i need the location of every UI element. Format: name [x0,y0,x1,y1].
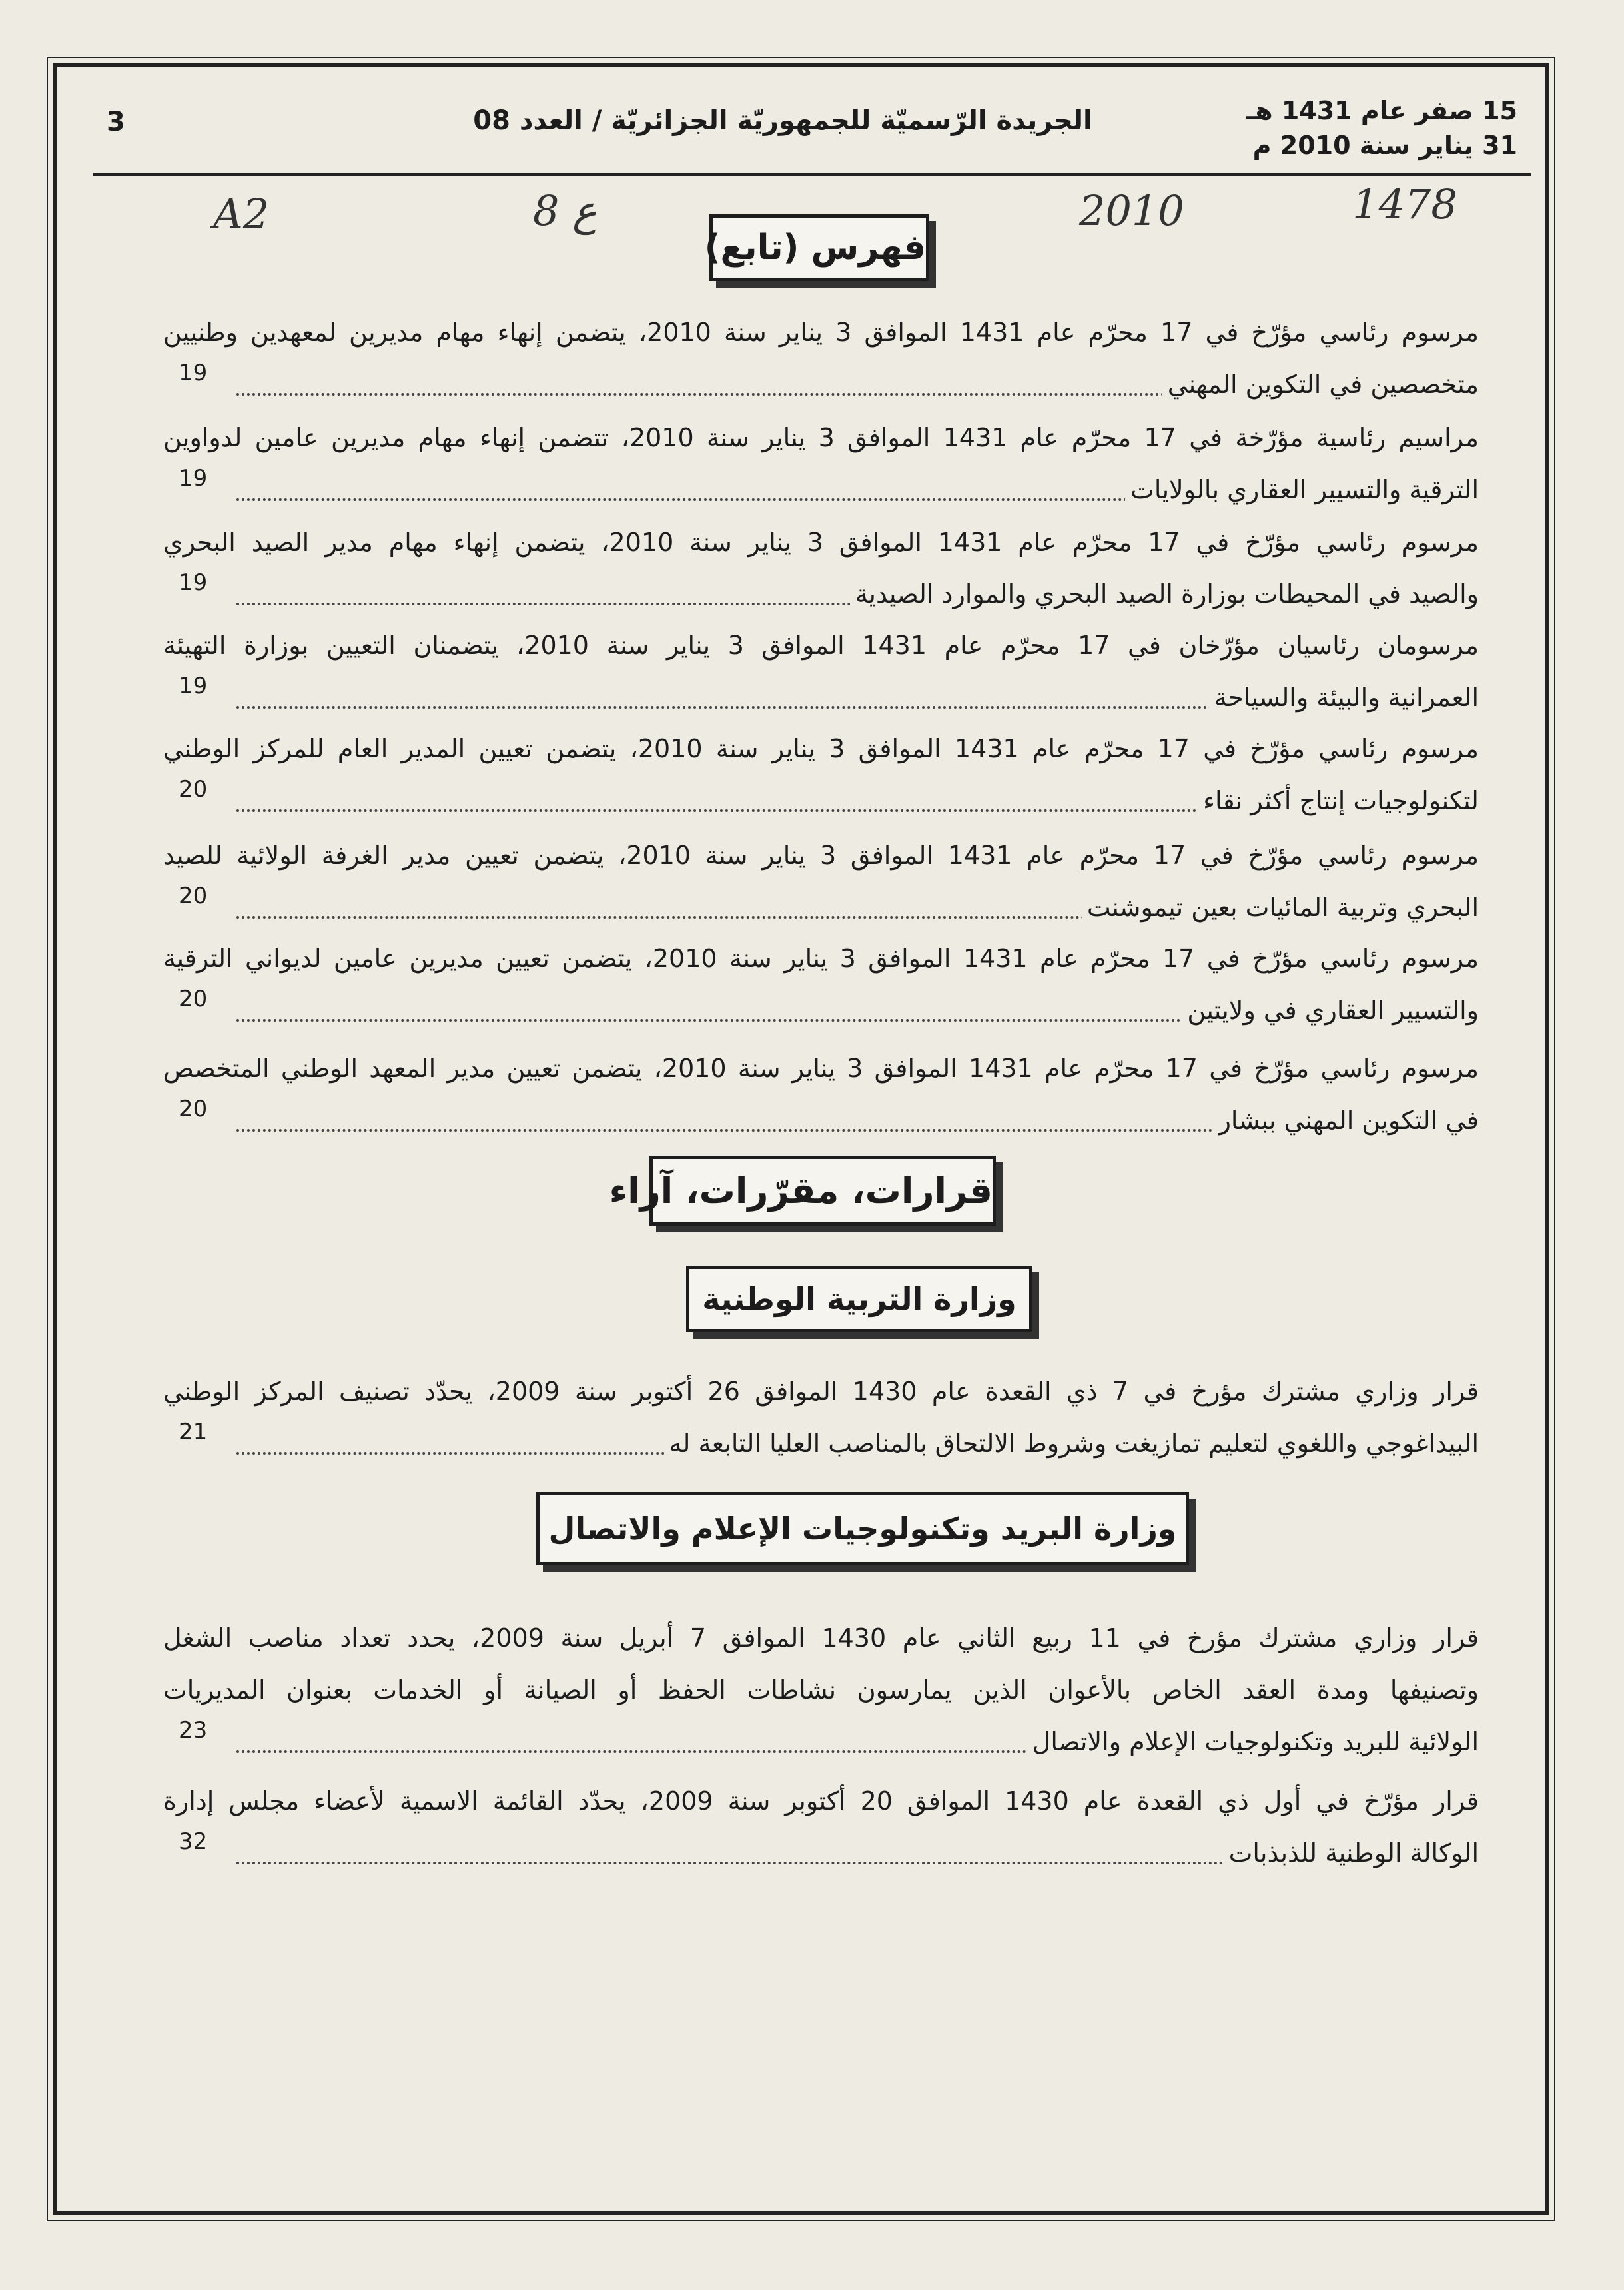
page-ref: 19 [179,570,208,596]
date-gregorian: 31 يناير سنة 2010 م [1252,131,1517,160]
index-entry: مرسوم رئاسي مؤرّخ في 17 محرّم عام 1431 الموافق 3 يناير سنة 2010، يتضمن إنهاء مهام مدير الصيد البحري والصيد في المحيطات بوزارة الصيد البحري والموارد الصيدية [163,528,1479,609]
handwritten-mark: 8 ع [533,187,598,235]
issue-date [1246,93,1517,163]
handwritten-mark: A2 [213,190,270,238]
page-ref: 20 [179,883,208,909]
ministry-post-title: وزارة البريد وتكنولوجيات الإعلام والاتصال [536,1492,1189,1565]
page-ref: 20 [179,986,208,1012]
gazette-title: الجريدة الرّسميّة للجمهوريّة الجزائريّة / العدد 08 [473,105,1092,136]
index-entry: مرسوم رئاسي مؤرّخ في 17 محرّم عام 1431 الموافق 3 يناير سنة 2010، يتضمن تعيين مديرين عامين لديواني الترقية والتسيير العقاري في ولايتين [163,944,1479,1025]
index-entry: قرار وزاري مشترك مؤرخ في 7 ذي القعدة عام 1430 الموافق 26 أكتوبر سنة 2009، يحدّد تصنيف المركز الوطني البيداغوجي واللغوي لتعليم تمازيغت وشروط الالتحاق بالمناصب العليا التابعة له [163,1377,1479,1458]
page-ref: 19 [179,465,208,492]
index-entry: مرسوم رئاسي مؤرّخ في 17 محرّم عام 1431 الموافق 3 يناير سنة 2010، يتضمن تعيين مدير الغرفة الولائية للصيد البحري وتربية المائيات بعين تيموشنت [163,841,1479,922]
index-entry: مرسوم رئاسي مؤرّخ في 17 محرّم عام 1431 الموافق 3 يناير سنة 2010، يتضمن تعيين مدير المعهد الوطني المتخصص في التكوين المهني ببشار [163,1054,1479,1135]
index-entry: مرسوم رئاسي مؤرّخ في 17 محرّم عام 1431 الموافق 3 يناير سنة 2010، يتضمن تعيين المدير العام للمركز الوطني لتكنولوجيات إنتاج أكثر نقاء [163,734,1479,815]
index-entry: مرسومان رئاسيان مؤرّخان في 17 محرّم عام 1431 الموافق 3 يناير سنة 2010، يتضمنان التعيين بوزارة التهيئة العمرانية والبيئة والسياحة [163,631,1479,712]
index-entry: مرسوم رئاسي مؤرّخ في 17 محرّم عام 1431 الموافق 3 يناير سنة 2010، يتضمن إنهاء مهام مديرين لمعهدين وطنيين متخصصين في التكوين المهني [163,318,1479,399]
page-ref: 19 [179,673,208,699]
page-header [93,93,1531,176]
index-entry: مراسيم رئاسية مؤرّخة في 17 محرّم عام 1431 الموافق 3 يناير سنة 2010، تتضمن إنهاء مهام مديرين عامين لدواوين الترقية والتسيير العقاري بالولايات [163,423,1479,504]
index-entry: قرار مؤرّخ في أول ذي القعدة عام 1430 الموافق 20 أكتوبر سنة 2009، يحدّد القائمة الاسمية لأعضاء مجلس إدارة الوكالة الوطنية للذبذبات [163,1786,1479,1868]
date-hijri: 15 صفر عام 1431 هـ [1246,96,1517,125]
index-entry: قرار وزاري مشترك مؤرخ في 11 ربيع الثاني عام 1430 الموافق 7 أبريل سنة 2009، يحدد تعداد مناصب الشغل وتصنيفها ومدة العقد الخاص بالأعوان الذين يمارسون نشاطات الحفظ أو الصيانة أو الخدمات بعنوان المديريات الولائية للبريد وتكنولوجيات الإعلام والاتصال [163,1623,1479,1756]
page-ref: 32 [179,1828,208,1855]
decisions-title: قرارات، مقرّرات، آراء [649,1156,996,1226]
ministry-education-title: وزارة التربية الوطنية [686,1266,1032,1332]
page-ref: 20 [179,776,208,803]
page-ref: 23 [179,1717,208,1744]
page-ref: 20 [179,1096,208,1122]
index-title: فهرس (تابع) [709,214,929,281]
page-ref: 19 [179,360,208,386]
handwritten-mark: 2010 [1079,187,1184,235]
handwritten-mark: 1478 [1352,180,1457,228]
page-number: 3 [107,107,125,137]
page-ref: 21 [179,1419,208,1445]
